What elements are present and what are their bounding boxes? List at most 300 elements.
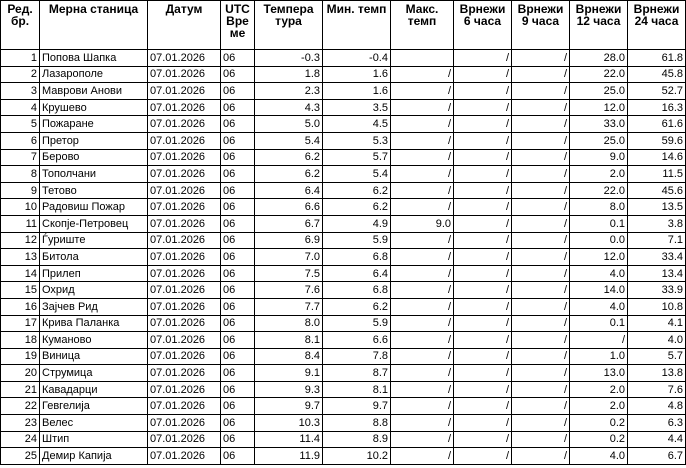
precip-6h-cell: / bbox=[454, 199, 512, 216]
station-name: Охрид bbox=[40, 282, 148, 299]
max-temp-cell: / bbox=[391, 66, 454, 83]
precip-6h-cell: / bbox=[454, 166, 512, 183]
precip-12h-cell: 22.0 bbox=[570, 66, 628, 83]
utc-time-cell: 06 bbox=[221, 448, 255, 465]
max-temp-cell: / bbox=[391, 298, 454, 315]
precip-24h-cell: 4.1 bbox=[628, 315, 686, 332]
precip-9h-cell: / bbox=[512, 182, 570, 199]
precip-6h-cell: / bbox=[454, 431, 512, 448]
utc-time-cell: 06 bbox=[221, 315, 255, 332]
precip-12h-cell: / bbox=[570, 332, 628, 349]
table-row bbox=[1, 448, 686, 465]
date-cell: 07.01.2026 bbox=[148, 348, 221, 365]
precip-9h-cell: / bbox=[512, 415, 570, 432]
temperature-cell: 7.0 bbox=[255, 249, 323, 266]
utc-time-cell: 06 bbox=[221, 365, 255, 382]
temperature-cell: 11.4 bbox=[255, 431, 323, 448]
precip-9h-cell: / bbox=[512, 332, 570, 349]
min-temp-cell: 5.3 bbox=[323, 132, 391, 149]
precip-12h-cell: 0.1 bbox=[570, 315, 628, 332]
header-precip-12h: Врнежи 12 часа bbox=[570, 1, 628, 50]
precip-12h-cell: 2.0 bbox=[570, 166, 628, 183]
min-temp-cell: 7.8 bbox=[323, 348, 391, 365]
max-temp-cell: / bbox=[391, 265, 454, 282]
station-name: Зајчев Рид bbox=[40, 298, 148, 315]
precip-9h-cell: / bbox=[512, 381, 570, 398]
precip-6h-cell: / bbox=[454, 149, 512, 166]
max-temp-cell: / bbox=[391, 83, 454, 100]
precip-9h-cell: / bbox=[512, 132, 570, 149]
temperature-cell: 7.6 bbox=[255, 282, 323, 299]
utc-time-cell: 06 bbox=[221, 182, 255, 199]
utc-time-cell: 06 bbox=[221, 381, 255, 398]
min-temp-cell: 8.9 bbox=[323, 431, 391, 448]
station-name: Крушево bbox=[40, 99, 148, 116]
station-name: Демир Капија bbox=[40, 448, 148, 465]
date-cell: 07.01.2026 bbox=[148, 249, 221, 266]
precip-12h-cell: 0.0 bbox=[570, 232, 628, 249]
precip-24h-cell: 13.4 bbox=[628, 265, 686, 282]
row-number: 1 bbox=[1, 50, 40, 67]
min-temp-cell: 8.7 bbox=[323, 365, 391, 382]
date-cell: 07.01.2026 bbox=[148, 282, 221, 299]
precip-6h-cell: / bbox=[454, 215, 512, 232]
table-row bbox=[1, 83, 686, 100]
precip-9h-cell: / bbox=[512, 431, 570, 448]
temperature-cell: 10.3 bbox=[255, 415, 323, 432]
date-cell: 07.01.2026 bbox=[148, 232, 221, 249]
max-temp-cell: / bbox=[391, 232, 454, 249]
precip-6h-cell: / bbox=[454, 116, 512, 133]
precip-9h-cell: / bbox=[512, 149, 570, 166]
min-temp-cell: 1.6 bbox=[323, 66, 391, 83]
precip-6h-cell: / bbox=[454, 265, 512, 282]
precip-12h-cell: 13.0 bbox=[570, 365, 628, 382]
row-number: 12 bbox=[1, 232, 40, 249]
precip-9h-cell: / bbox=[512, 215, 570, 232]
date-cell: 07.01.2026 bbox=[148, 365, 221, 382]
min-temp-cell: 8.8 bbox=[323, 415, 391, 432]
precip-12h-cell: 12.0 bbox=[570, 99, 628, 116]
temperature-cell: 6.7 bbox=[255, 215, 323, 232]
table-row bbox=[1, 66, 686, 83]
utc-time-cell: 06 bbox=[221, 249, 255, 266]
min-temp-cell: 6.8 bbox=[323, 249, 391, 266]
row-number: 15 bbox=[1, 282, 40, 299]
header-precip-24h: Врнежи 24 часа bbox=[628, 1, 686, 50]
utc-time-cell: 06 bbox=[221, 132, 255, 149]
table-row bbox=[1, 381, 686, 398]
precip-24h-cell: 4.8 bbox=[628, 398, 686, 415]
min-temp-cell: 10.2 bbox=[323, 448, 391, 465]
utc-time-cell: 06 bbox=[221, 50, 255, 67]
precip-24h-cell: 33.9 bbox=[628, 282, 686, 299]
temperature-cell: 9.3 bbox=[255, 381, 323, 398]
precip-12h-cell: 9.0 bbox=[570, 149, 628, 166]
precip-6h-cell: / bbox=[454, 99, 512, 116]
table-row bbox=[1, 149, 686, 166]
table-row bbox=[1, 282, 686, 299]
row-number: 6 bbox=[1, 132, 40, 149]
min-temp-cell: 9.7 bbox=[323, 398, 391, 415]
station-name: Тополчани bbox=[40, 166, 148, 183]
min-temp-cell: 3.5 bbox=[323, 99, 391, 116]
utc-time-cell: 06 bbox=[221, 99, 255, 116]
date-cell: 07.01.2026 bbox=[148, 398, 221, 415]
utc-time-cell: 06 bbox=[221, 199, 255, 216]
station-name: Ѓуриште bbox=[40, 232, 148, 249]
utc-time-cell: 06 bbox=[221, 116, 255, 133]
table-row bbox=[1, 431, 686, 448]
row-number: 14 bbox=[1, 265, 40, 282]
table-row bbox=[1, 398, 686, 415]
temperature-cell: 8.4 bbox=[255, 348, 323, 365]
utc-time-cell: 06 bbox=[221, 282, 255, 299]
utc-time-cell: 06 bbox=[221, 398, 255, 415]
precip-6h-cell: / bbox=[454, 298, 512, 315]
station-name: Скопје-Петровец bbox=[40, 215, 148, 232]
row-number: 9 bbox=[1, 182, 40, 199]
date-cell: 07.01.2026 bbox=[148, 99, 221, 116]
precip-9h-cell: / bbox=[512, 166, 570, 183]
station-name: Маврови Анови bbox=[40, 83, 148, 100]
row-number: 20 bbox=[1, 365, 40, 382]
precip-9h-cell: / bbox=[512, 265, 570, 282]
max-temp-cell: / bbox=[391, 249, 454, 266]
max-temp-cell: / bbox=[391, 132, 454, 149]
precip-9h-cell: / bbox=[512, 199, 570, 216]
header-row bbox=[1, 1, 686, 50]
min-temp-cell: -0.4 bbox=[323, 50, 391, 67]
min-temp-cell: 6.2 bbox=[323, 199, 391, 216]
min-temp-cell: 5.7 bbox=[323, 149, 391, 166]
precip-24h-cell: 7.6 bbox=[628, 381, 686, 398]
precip-9h-cell: / bbox=[512, 99, 570, 116]
precip-24h-cell: 3.8 bbox=[628, 215, 686, 232]
station-name: Тетово bbox=[40, 182, 148, 199]
station-name: Попова Шапка bbox=[40, 50, 148, 67]
precip-9h-cell: / bbox=[512, 66, 570, 83]
max-temp-cell: / bbox=[391, 315, 454, 332]
max-temp-cell: / bbox=[391, 282, 454, 299]
date-cell: 07.01.2026 bbox=[148, 265, 221, 282]
table-row bbox=[1, 415, 686, 432]
temperature-cell: 6.6 bbox=[255, 199, 323, 216]
precip-9h-cell: / bbox=[512, 50, 570, 67]
date-cell: 07.01.2026 bbox=[148, 448, 221, 465]
station-name: Гевгелија bbox=[40, 398, 148, 415]
row-number: 16 bbox=[1, 298, 40, 315]
precip-24h-cell: 61.8 bbox=[628, 50, 686, 67]
max-temp-cell: 9.0 bbox=[391, 215, 454, 232]
date-cell: 07.01.2026 bbox=[148, 215, 221, 232]
precip-24h-cell: 59.6 bbox=[628, 132, 686, 149]
max-temp-cell: / bbox=[391, 99, 454, 116]
header-num: Ред. бр. bbox=[1, 1, 40, 50]
station-name: Лазарополе bbox=[40, 66, 148, 83]
precip-12h-cell: 8.0 bbox=[570, 199, 628, 216]
precip-12h-cell: 4.0 bbox=[570, 448, 628, 465]
precip-24h-cell: 11.5 bbox=[628, 166, 686, 183]
table-row bbox=[1, 99, 686, 116]
min-temp-cell: 5.4 bbox=[323, 166, 391, 183]
header-precip-9h: Врнежи 9 часа bbox=[512, 1, 570, 50]
temperature-cell: 1.8 bbox=[255, 66, 323, 83]
min-temp-cell: 6.8 bbox=[323, 282, 391, 299]
station-name: Прилеп bbox=[40, 265, 148, 282]
station-name: Струмица bbox=[40, 365, 148, 382]
utc-time-cell: 06 bbox=[221, 83, 255, 100]
precip-12h-cell: 2.0 bbox=[570, 398, 628, 415]
min-temp-cell: 5.9 bbox=[323, 232, 391, 249]
precip-12h-cell: 25.0 bbox=[570, 132, 628, 149]
precip-12h-cell: 0.1 bbox=[570, 215, 628, 232]
precip-9h-cell: / bbox=[512, 116, 570, 133]
max-temp-cell bbox=[391, 50, 454, 67]
station-name: Кавадарци bbox=[40, 381, 148, 398]
precip-6h-cell: / bbox=[454, 381, 512, 398]
precip-9h-cell: / bbox=[512, 83, 570, 100]
precip-12h-cell: 12.0 bbox=[570, 249, 628, 266]
precip-24h-cell: 4.4 bbox=[628, 431, 686, 448]
date-cell: 07.01.2026 bbox=[148, 132, 221, 149]
max-temp-cell: / bbox=[391, 415, 454, 432]
temperature-cell: 6.2 bbox=[255, 149, 323, 166]
header-date: Датум bbox=[148, 1, 221, 50]
precip-24h-cell: 13.8 bbox=[628, 365, 686, 382]
table-row bbox=[1, 116, 686, 133]
table-row bbox=[1, 365, 686, 382]
station-name: Велес bbox=[40, 415, 148, 432]
precip-6h-cell: / bbox=[454, 448, 512, 465]
precip-24h-cell: 6.3 bbox=[628, 415, 686, 432]
header-utc: UTC Вре ме bbox=[221, 1, 255, 50]
precip-9h-cell: / bbox=[512, 398, 570, 415]
row-number: 19 bbox=[1, 348, 40, 365]
temperature-cell: 7.7 bbox=[255, 298, 323, 315]
date-cell: 07.01.2026 bbox=[148, 431, 221, 448]
header-temp: Темпера тура bbox=[255, 1, 323, 50]
row-number: 5 bbox=[1, 116, 40, 133]
station-name: Претор bbox=[40, 132, 148, 149]
precip-6h-cell: / bbox=[454, 415, 512, 432]
row-number: 18 bbox=[1, 332, 40, 349]
precip-12h-cell: 33.0 bbox=[570, 116, 628, 133]
max-temp-cell: / bbox=[391, 431, 454, 448]
precip-6h-cell: / bbox=[454, 249, 512, 266]
table-row bbox=[1, 298, 686, 315]
header-max-temp: Макс. темп bbox=[391, 1, 454, 50]
utc-time-cell: 06 bbox=[221, 298, 255, 315]
utc-time-cell: 06 bbox=[221, 348, 255, 365]
precip-12h-cell: 22.0 bbox=[570, 182, 628, 199]
precip-12h-cell: 4.0 bbox=[570, 298, 628, 315]
max-temp-cell: / bbox=[391, 448, 454, 465]
min-temp-cell: 1.6 bbox=[323, 83, 391, 100]
precip-12h-cell: 4.0 bbox=[570, 265, 628, 282]
table-row bbox=[1, 232, 686, 249]
temperature-cell: 9.7 bbox=[255, 398, 323, 415]
min-temp-cell: 6.4 bbox=[323, 265, 391, 282]
row-number: 21 bbox=[1, 381, 40, 398]
precip-12h-cell: 1.0 bbox=[570, 348, 628, 365]
precip-24h-cell: 6.7 bbox=[628, 448, 686, 465]
precip-6h-cell: / bbox=[454, 232, 512, 249]
precip-9h-cell: / bbox=[512, 448, 570, 465]
temperature-cell: 6.2 bbox=[255, 166, 323, 183]
station-name: Виница bbox=[40, 348, 148, 365]
min-temp-cell: 6.6 bbox=[323, 332, 391, 349]
table-row bbox=[1, 132, 686, 149]
precip-12h-cell: 25.0 bbox=[570, 83, 628, 100]
utc-time-cell: 06 bbox=[221, 232, 255, 249]
max-temp-cell: / bbox=[391, 348, 454, 365]
row-number: 3 bbox=[1, 83, 40, 100]
station-name: Куманово bbox=[40, 332, 148, 349]
station-name: Битола bbox=[40, 249, 148, 266]
table-row bbox=[1, 166, 686, 183]
min-temp-cell: 4.9 bbox=[323, 215, 391, 232]
temperature-cell: 8.1 bbox=[255, 332, 323, 349]
precip-6h-cell: / bbox=[454, 50, 512, 67]
temperature-cell: 8.0 bbox=[255, 315, 323, 332]
row-number: 25 bbox=[1, 448, 40, 465]
row-number: 17 bbox=[1, 315, 40, 332]
precip-12h-cell: 28.0 bbox=[570, 50, 628, 67]
station-name: Штип bbox=[40, 431, 148, 448]
temperature-cell: 5.0 bbox=[255, 116, 323, 133]
utc-time-cell: 06 bbox=[221, 265, 255, 282]
precip-24h-cell: 52.7 bbox=[628, 83, 686, 100]
table-row bbox=[1, 50, 686, 67]
date-cell: 07.01.2026 bbox=[148, 315, 221, 332]
header-precip-6h: Врнежи 6 часа bbox=[454, 1, 512, 50]
precip-12h-cell: 0.2 bbox=[570, 431, 628, 448]
precip-6h-cell: / bbox=[454, 282, 512, 299]
date-cell: 07.01.2026 bbox=[148, 332, 221, 349]
table-row bbox=[1, 182, 686, 199]
date-cell: 07.01.2026 bbox=[148, 50, 221, 67]
precip-6h-cell: / bbox=[454, 348, 512, 365]
max-temp-cell: / bbox=[391, 332, 454, 349]
utc-time-cell: 06 bbox=[221, 66, 255, 83]
date-cell: 07.01.2026 bbox=[148, 166, 221, 183]
row-number: 7 bbox=[1, 149, 40, 166]
row-number: 10 bbox=[1, 199, 40, 216]
min-temp-cell: 6.2 bbox=[323, 182, 391, 199]
precip-24h-cell: 61.6 bbox=[628, 116, 686, 133]
max-temp-cell: / bbox=[391, 149, 454, 166]
precip-6h-cell: / bbox=[454, 398, 512, 415]
precip-9h-cell: / bbox=[512, 348, 570, 365]
row-number: 4 bbox=[1, 99, 40, 116]
temperature-cell: 2.3 bbox=[255, 83, 323, 100]
date-cell: 07.01.2026 bbox=[148, 298, 221, 315]
row-number: 11 bbox=[1, 215, 40, 232]
table-row bbox=[1, 332, 686, 349]
row-number: 23 bbox=[1, 415, 40, 432]
precip-6h-cell: / bbox=[454, 365, 512, 382]
min-temp-cell: 4.5 bbox=[323, 116, 391, 133]
temperature-cell: 5.4 bbox=[255, 132, 323, 149]
row-number: 22 bbox=[1, 398, 40, 415]
temperature-cell: 7.5 bbox=[255, 265, 323, 282]
temperature-cell: 6.9 bbox=[255, 232, 323, 249]
precip-24h-cell: 7.1 bbox=[628, 232, 686, 249]
date-cell: 07.01.2026 bbox=[148, 149, 221, 166]
max-temp-cell: / bbox=[391, 182, 454, 199]
date-cell: 07.01.2026 bbox=[148, 415, 221, 432]
precip-24h-cell: 5.7 bbox=[628, 348, 686, 365]
min-temp-cell: 6.2 bbox=[323, 298, 391, 315]
precip-9h-cell: / bbox=[512, 232, 570, 249]
precip-24h-cell: 45.6 bbox=[628, 182, 686, 199]
temperature-cell: 11.9 bbox=[255, 448, 323, 465]
max-temp-cell: / bbox=[391, 365, 454, 382]
max-temp-cell: / bbox=[391, 199, 454, 216]
precip-6h-cell: / bbox=[454, 132, 512, 149]
precip-9h-cell: / bbox=[512, 249, 570, 266]
utc-time-cell: 06 bbox=[221, 415, 255, 432]
temperature-cell: 4.3 bbox=[255, 99, 323, 116]
precip-9h-cell: / bbox=[512, 298, 570, 315]
utc-time-cell: 06 bbox=[221, 166, 255, 183]
date-cell: 07.01.2026 bbox=[148, 116, 221, 133]
max-temp-cell: / bbox=[391, 398, 454, 415]
max-temp-cell: / bbox=[391, 381, 454, 398]
precip-24h-cell: 16.3 bbox=[628, 99, 686, 116]
header-station: Мерна станица bbox=[40, 1, 148, 50]
precip-24h-cell: 10.8 bbox=[628, 298, 686, 315]
precip-24h-cell: 13.5 bbox=[628, 199, 686, 216]
precip-6h-cell: / bbox=[454, 83, 512, 100]
date-cell: 07.01.2026 bbox=[148, 83, 221, 100]
date-cell: 07.01.2026 bbox=[148, 66, 221, 83]
precip-6h-cell: / bbox=[454, 332, 512, 349]
precip-6h-cell: / bbox=[454, 182, 512, 199]
temperature-cell: -0.3 bbox=[255, 50, 323, 67]
table-row bbox=[1, 265, 686, 282]
station-name: Крива Паланка bbox=[40, 315, 148, 332]
date-cell: 07.01.2026 bbox=[148, 182, 221, 199]
row-number: 8 bbox=[1, 166, 40, 183]
table-row bbox=[1, 315, 686, 332]
precip-24h-cell: 33.4 bbox=[628, 249, 686, 266]
utc-time-cell: 06 bbox=[221, 431, 255, 448]
precip-24h-cell: 14.6 bbox=[628, 149, 686, 166]
header-min-temp: Мин. темп bbox=[323, 1, 391, 50]
temperature-cell: 6.4 bbox=[255, 182, 323, 199]
min-temp-cell: 8.1 bbox=[323, 381, 391, 398]
table-row bbox=[1, 199, 686, 216]
row-number: 2 bbox=[1, 66, 40, 83]
max-temp-cell: / bbox=[391, 166, 454, 183]
precip-6h-cell: / bbox=[454, 66, 512, 83]
min-temp-cell: 5.9 bbox=[323, 315, 391, 332]
precip-9h-cell: / bbox=[512, 315, 570, 332]
station-name: Берово bbox=[40, 149, 148, 166]
precip-12h-cell: 0.2 bbox=[570, 415, 628, 432]
precip-12h-cell: 14.0 bbox=[570, 282, 628, 299]
precip-6h-cell: / bbox=[454, 315, 512, 332]
date-cell: 07.01.2026 bbox=[148, 381, 221, 398]
table-row bbox=[1, 249, 686, 266]
precip-9h-cell: / bbox=[512, 365, 570, 382]
utc-time-cell: 06 bbox=[221, 149, 255, 166]
precip-24h-cell: 4.0 bbox=[628, 332, 686, 349]
temperature-cell: 9.1 bbox=[255, 365, 323, 382]
table-body bbox=[1, 50, 686, 465]
